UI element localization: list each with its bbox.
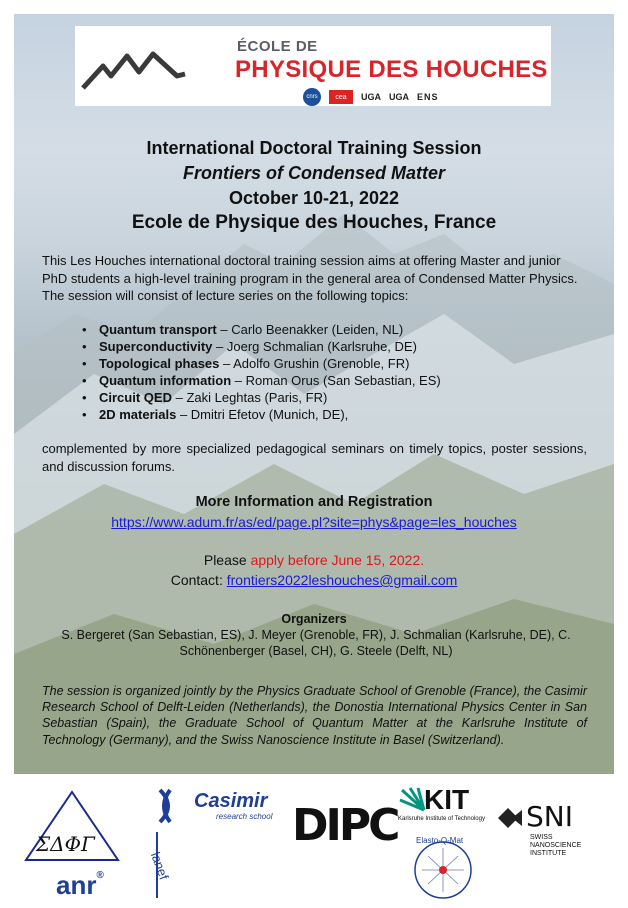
list-item: • Quantum information – Roman Orus (San Sebastian, ES) [82, 372, 602, 389]
partner-logos [303, 88, 439, 106]
registration-heading: More Information and Registration [195, 494, 433, 510]
cnrs-logo: cnrs [303, 88, 321, 106]
organizers-heading: Organizers [281, 612, 347, 626]
list-item: • 2D materials – Dmitri Efetov (Munich, DE), [82, 406, 602, 423]
title-dates: October 10-21, 2022 [228, 188, 400, 208]
footer-logos [0, 774, 628, 908]
uga-logo: UGA [361, 92, 381, 102]
topic-name: 2D materials [99, 407, 177, 422]
list-item: • Superconductivity – Joerg Schmalian (Karlsruhe, DE) [82, 338, 602, 355]
lanef-logo: lanef [156, 832, 226, 898]
elasto-q-mat-logo: Elasto-Q-Mat [408, 836, 478, 900]
mountain-logo-icon [81, 46, 191, 96]
contact-email-link[interactable]: frontiers2022leshouches@gmail.com [226, 572, 458, 588]
casimir-emblem-icon [156, 788, 190, 824]
topic-name: Topological phases [99, 356, 220, 371]
ecole-logo-banner [75, 26, 551, 106]
cea-logo: cea [329, 90, 353, 104]
intro-paragraph: This Les Houches international doctoral training session aims at offering Master and junior PhD students a high-level training program in the general area of Condensed Matter Physics. The session will consist of lecture series on the following topics: [42, 253, 578, 303]
topics-list [82, 321, 602, 423]
list-item: • Quantum transport – Carlo Beenakker (Leiden, NL) [82, 321, 602, 338]
ens-logo: ENS [417, 92, 439, 102]
elasto-q-mat-emblem-icon [408, 836, 478, 900]
school-name-line1: ÉCOLE DE [237, 38, 318, 55]
organization-note: The session is organized jointly by the Physics Graduate School of Grenoble (France), the Casimir Research School of Delft-Leiden (Netherlands), the Donostia International Physics Center in San Sebastian (Spain), the Graduate School of Quantum Matter at the Karlsruhe Institute of Technology (Germany), and the Swiss Nanoscience Institute in Basel (Switzerland). [42, 684, 587, 747]
title-venue: Ecole de Physique des Houches, France [131, 212, 497, 233]
title-line2: Frontiers of Condensed Matter [182, 163, 446, 183]
contact-line: Contact: frontiers2022leshouches@gmail.com [170, 572, 458, 588]
list-item: • Topological phases – Adolfo Grushin (Grenoble, FR) [82, 355, 602, 372]
edpg-logo: ΣΔΦΓ [22, 788, 122, 864]
topic-lecturer: Zaki Leghtas (Paris, FR) [186, 390, 328, 405]
uga-logo-2: UGA [389, 92, 409, 102]
topic-lecturer: Roman Orus (San Sebastian, ES) [245, 373, 441, 388]
kit-logo: KIT Karlsruhe Institute of Technology [398, 784, 485, 822]
complement-paragraph: complemented by more specialized pedagogical seminars on timely topics, poster sessions, and discussion forums. [42, 441, 587, 474]
poster-content [14, 14, 614, 774]
school-name-line2: PHYSIQUE DES HOUCHES [235, 56, 548, 83]
kit-wing-icon [398, 786, 426, 812]
title-line1: International Doctoral Training Session [146, 138, 482, 158]
topic-name: Quantum information [99, 373, 232, 388]
anr-logo: anr® [56, 870, 104, 900]
topic-name: Quantum transport [99, 322, 217, 337]
sni-emblem-icon [496, 804, 526, 832]
casimir-logo: Casimir research school [156, 788, 286, 824]
topic-lecturer: Dmitri Efetov (Munich, DE), [190, 407, 349, 422]
topic-name: Superconductivity [99, 339, 213, 354]
dipc-logo: DIPC [292, 800, 398, 851]
organizers-list: S. Bergeret (San Sebastian, ES), J. Meyer (Grenoble, FR), J. Schmalian (Karlsruhe, DE), C. Schönenberger (Basel, CH), G. Steele (Delft, NL) [61, 628, 571, 658]
sni-logo: SNI SWISS NANOSCIENCE INSTITUTE [496, 804, 606, 874]
apply-deadline: Please apply before June 15, 2022. [203, 552, 425, 568]
deadline-text: apply before June 15, 2022. [250, 552, 425, 568]
topic-name: Circuit QED [99, 390, 172, 405]
topic-lecturer: Joerg Schmalian (Karlsruhe, DE) [226, 339, 417, 354]
topic-lecturer: Adolfo Grushin (Grenoble, FR) [233, 356, 410, 371]
list-item: • Circuit QED – Zaki Leghtas (Paris, FR) [82, 389, 602, 406]
registration-link[interactable]: https://www.adum.fr/as/ed/page.pl?site=phys&page=les_houches [111, 514, 517, 530]
topic-lecturer: Carlo Beenakker (Leiden, NL) [231, 322, 404, 337]
